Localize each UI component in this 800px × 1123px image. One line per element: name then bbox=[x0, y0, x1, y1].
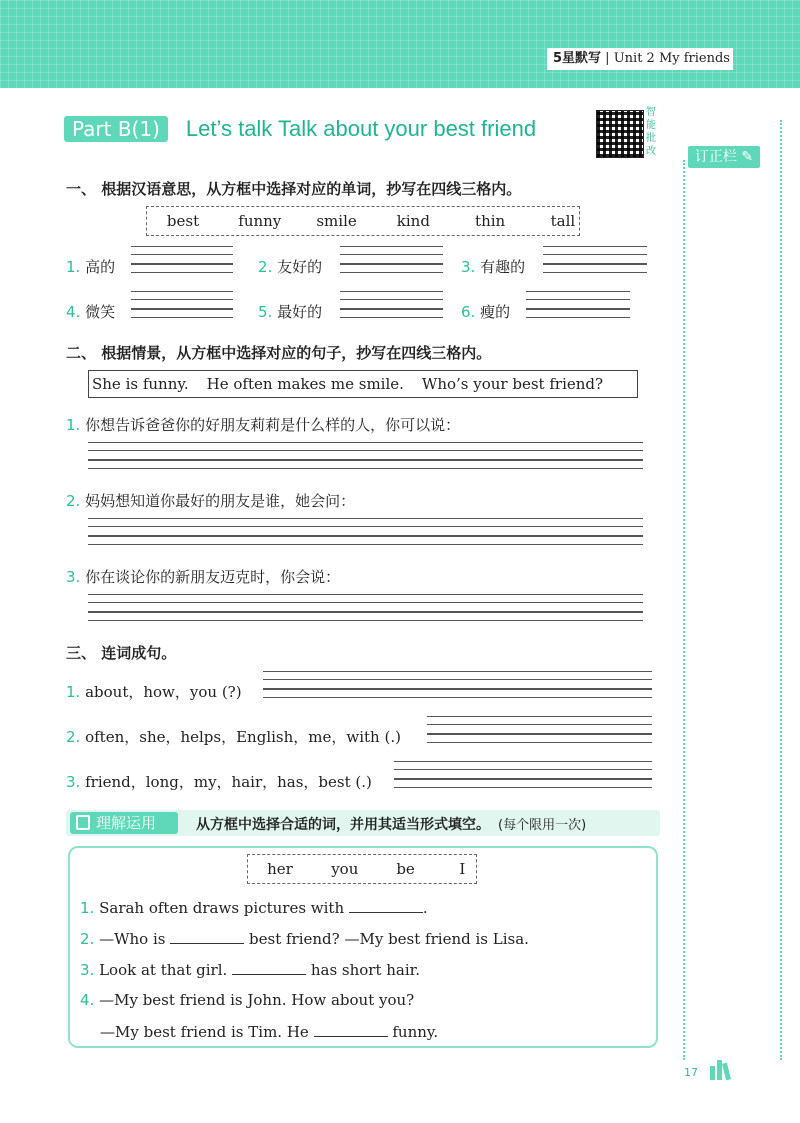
unit-label: Unit 2 My friends bbox=[613, 51, 730, 66]
s3-item-2: 2. often，she，helps，English，me，with (.) bbox=[66, 728, 401, 746]
p-item-2: 2. —Who is best friend? —My best friend is Lisa. bbox=[80, 930, 529, 948]
s1-item-4: 4. 微笑 bbox=[66, 303, 116, 321]
p-item-1: 1. Sarah often draws pictures with . bbox=[80, 899, 428, 917]
s1-item-3: 3. 有趣的 bbox=[461, 258, 526, 276]
s2-item-3: 3. 你在谈论你的新朋友迈克时，你会说： bbox=[66, 568, 341, 586]
fill-blank[interactable] bbox=[232, 960, 306, 975]
s3-item-1: 1. about，how，you (?) bbox=[66, 683, 242, 701]
fill-blank[interactable] bbox=[314, 1022, 388, 1037]
writing-lines[interactable] bbox=[543, 246, 647, 272]
series-label: 5星默写 bbox=[553, 51, 602, 66]
word-option: her bbox=[267, 860, 293, 878]
sentence-box bbox=[88, 370, 638, 398]
word-option: funny bbox=[238, 212, 282, 230]
writing-lines[interactable] bbox=[394, 761, 652, 787]
word-box bbox=[146, 206, 580, 236]
header-band bbox=[0, 0, 800, 88]
writing-lines[interactable] bbox=[263, 671, 652, 697]
pencil-icon: ✎ bbox=[741, 149, 754, 165]
qr-code-icon[interactable] bbox=[596, 110, 644, 158]
sentence-option: Who’s your best friend? bbox=[421, 375, 604, 393]
writing-lines[interactable] bbox=[88, 518, 643, 544]
word-option: best bbox=[166, 212, 200, 230]
correction-badge bbox=[688, 146, 760, 168]
page-number: 17 bbox=[684, 1066, 698, 1079]
writing-lines[interactable] bbox=[88, 594, 643, 620]
writing-lines[interactable] bbox=[88, 442, 643, 468]
word-option: smile bbox=[316, 212, 357, 230]
section3-title: 三、 连词成句。 bbox=[66, 644, 177, 662]
s2-item-2: 2. 妈妈想知道你最好的朋友是谁，她会问： bbox=[66, 492, 356, 510]
books-icon bbox=[710, 1060, 736, 1080]
correction-label: 订正栏 bbox=[694, 149, 737, 165]
word-option: be bbox=[396, 860, 415, 878]
sidebar-divider bbox=[683, 160, 685, 1060]
sentence-option: He often makes me smile. bbox=[206, 375, 404, 393]
section1-title: 一、 根据汉语意思，从方框中选择对应的单词，抄写在四线三格内。 bbox=[66, 180, 522, 198]
practice-badge: 理解运用 bbox=[70, 812, 178, 834]
word-option: I bbox=[459, 860, 466, 878]
s1-item-1: 1. 高的 bbox=[66, 258, 116, 276]
lesson-title: Let’s talk Talk about your best friend bbox=[185, 116, 537, 141]
fill-blank[interactable] bbox=[349, 898, 423, 913]
s1-item-6: 6. 瘦的 bbox=[461, 303, 511, 321]
part-title bbox=[64, 116, 536, 142]
sidebar-divider-right bbox=[780, 120, 782, 1060]
writing-lines[interactable] bbox=[340, 246, 443, 272]
writing-lines[interactable] bbox=[340, 291, 443, 317]
practice-word-box bbox=[247, 854, 477, 884]
s1-item-2: 2. 友好的 bbox=[258, 258, 323, 276]
word-option: tall bbox=[550, 212, 576, 230]
writing-lines[interactable] bbox=[427, 716, 652, 742]
qr-label: 智能批改 bbox=[646, 107, 656, 157]
s3-item-3: 3. friend，long，my，hair，has，best (.) bbox=[66, 773, 372, 791]
s2-item-1: 1. 你想告诉爸爸你的好朋友莉莉是什么样的人，你可以说： bbox=[66, 416, 461, 434]
writing-lines[interactable] bbox=[131, 291, 233, 317]
p-item-4-line2: —My best friend is Tim. He funny. bbox=[100, 1023, 439, 1041]
p-item-3: 3. Look at that girl. has short hair. bbox=[80, 961, 420, 979]
header-tag: 5星默写 | Unit 2 My friends bbox=[547, 48, 733, 70]
writing-lines[interactable] bbox=[131, 246, 233, 272]
writing-lines[interactable] bbox=[526, 291, 630, 317]
s1-item-5: 5. 最好的 bbox=[258, 303, 323, 321]
word-option: kind bbox=[396, 212, 430, 230]
practice-instruction: 从方框中选择合适的词，并用其适当形式填空。 (每个限用一次) bbox=[196, 817, 587, 833]
word-option: you bbox=[331, 860, 359, 878]
edit-icon bbox=[76, 815, 90, 830]
word-option: thin bbox=[475, 212, 506, 230]
fill-blank[interactable] bbox=[170, 929, 244, 944]
p-item-4: 4. —My best friend is John. How about you? bbox=[80, 991, 415, 1009]
sentence-option: She is funny. bbox=[92, 375, 189, 393]
section2-title: 二、 根据情景，从方框中选择对应的句子，抄写在四线三格内。 bbox=[66, 344, 492, 362]
part-badge: Part B(1) bbox=[64, 116, 168, 142]
